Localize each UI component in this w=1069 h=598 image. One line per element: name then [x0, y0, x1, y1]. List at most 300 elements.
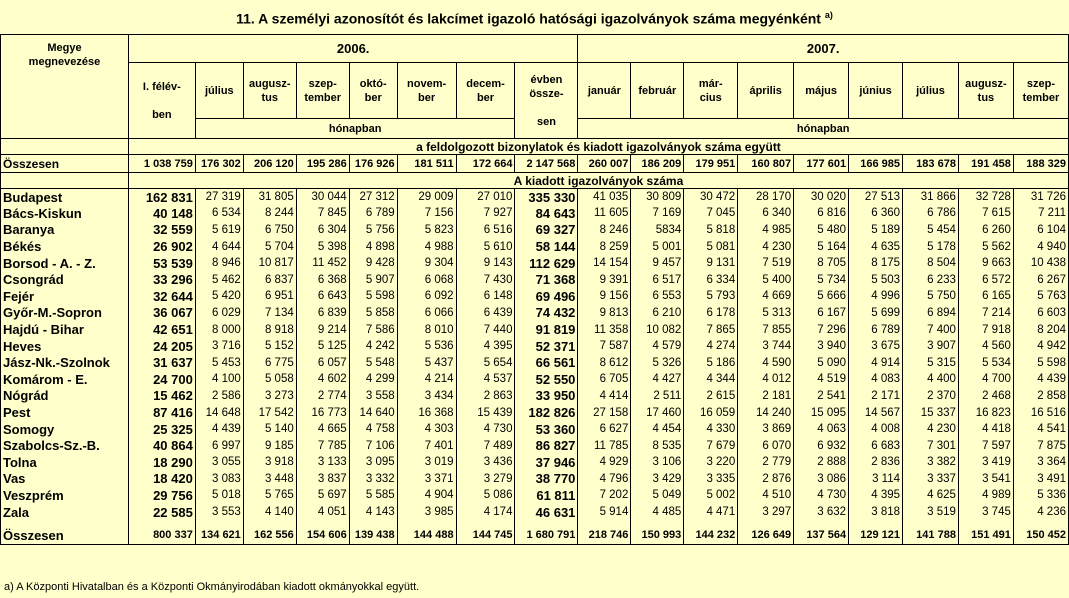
- table-cell: 6 534: [195, 205, 243, 222]
- table-cell: 40 148: [128, 205, 195, 222]
- monthly-label-2006: hónapban: [195, 119, 515, 139]
- table-cell: 7 134: [243, 305, 296, 322]
- county-name: Szabolcs-Sz.-B.: [1, 437, 129, 454]
- table-row: [1, 189, 1069, 206]
- table-cell: 6 260: [958, 222, 1013, 239]
- table-cell: 6 683: [849, 437, 903, 454]
- table-cell: 7 586: [349, 321, 397, 338]
- table-cell: 6 750: [243, 222, 296, 239]
- grand-total-value: 126 649: [738, 526, 794, 544]
- table-row: [1, 404, 1069, 421]
- county-name: Hajdú - Bihar: [1, 321, 129, 338]
- table-cell: 5 598: [1013, 354, 1068, 371]
- table-cell: 11 605: [578, 205, 631, 222]
- table-cell: 4 758: [349, 421, 397, 438]
- county-name: Veszprém: [1, 487, 129, 504]
- table-cell: 9 214: [296, 321, 349, 338]
- table-cell: 4 602: [296, 371, 349, 388]
- month-header-2007: február: [631, 63, 684, 119]
- table-cell: 5 907: [349, 271, 397, 288]
- table-cell: 6 304: [296, 222, 349, 239]
- table-row: [1, 288, 1069, 305]
- table-cell: 5 480: [794, 222, 849, 239]
- grand-total-value: 151 491: [958, 526, 1013, 544]
- table-cell: 41 035: [578, 189, 631, 206]
- table-cell: 6 165: [958, 288, 1013, 305]
- table-cell: 46 631: [515, 504, 578, 521]
- table-cell: 4 914: [849, 354, 903, 371]
- table-cell: 6 705: [578, 371, 631, 388]
- table-cell: 6 340: [738, 205, 794, 222]
- grand-total-value: 150 993: [631, 526, 684, 544]
- table-cell: 7 785: [296, 437, 349, 454]
- table-cell: 29 009: [397, 189, 456, 206]
- table-cell: 2 171: [849, 388, 903, 405]
- table-cell: 6 643: [296, 288, 349, 305]
- table-row: [1, 271, 1069, 288]
- year-total-header: évben össze- sen: [515, 63, 578, 139]
- table-cell: 3 095: [349, 454, 397, 471]
- table-cell: 5 765: [243, 487, 296, 504]
- table-cell: 14 567: [849, 404, 903, 421]
- grand-total-value: 154 606: [296, 526, 349, 544]
- table-cell: 30 020: [794, 189, 849, 206]
- processed-total-value: 191 458: [958, 155, 1013, 173]
- table-cell: 6 070: [738, 437, 794, 454]
- table-cell: 6 267: [1013, 271, 1068, 288]
- month-header-2006: decem- ber: [456, 63, 515, 119]
- table-cell: 3 448: [243, 471, 296, 488]
- table-cell: 4 471: [684, 504, 738, 521]
- table-cell: 2 468: [958, 388, 1013, 405]
- table-cell: 52 550: [515, 371, 578, 388]
- table-cell: 6 334: [684, 271, 738, 288]
- table-cell: 7 430: [456, 271, 515, 288]
- table-cell: 6 167: [794, 305, 849, 322]
- table-cell: 6 029: [195, 305, 243, 322]
- table-cell: 6 210: [631, 305, 684, 322]
- table-cell: 42 651: [128, 321, 195, 338]
- table-cell: 16 773: [296, 404, 349, 421]
- table-cell: 5 598: [349, 288, 397, 305]
- table-cell: 6 104: [1013, 222, 1068, 239]
- table-cell: 6 360: [849, 205, 903, 222]
- table-cell: 7 519: [738, 255, 794, 272]
- table-cell: 7 845: [296, 205, 349, 222]
- table-cell: 5 699: [849, 305, 903, 322]
- table-cell: 8 204: [1013, 321, 1068, 338]
- table-cell: 11 452: [296, 255, 349, 272]
- table-cell: 32 644: [128, 288, 195, 305]
- table-cell: 5 164: [794, 238, 849, 255]
- title-text: 11. A személyi azonosítót és lakcímet igazoló hatósági igazolványok száma megyénként: [236, 10, 821, 27]
- table-cell: 4 988: [397, 238, 456, 255]
- table-cell: 5 462: [195, 271, 243, 288]
- table-cell: 2 541: [794, 388, 849, 405]
- table-cell: 27 010: [456, 189, 515, 206]
- table-cell: 61 811: [515, 487, 578, 504]
- table-cell: 3 940: [794, 338, 849, 355]
- table-cell: 18 290: [128, 454, 195, 471]
- table-cell: 3 519: [903, 504, 959, 521]
- table-cell: 14 648: [195, 404, 243, 421]
- processed-total-value: 183 678: [903, 155, 959, 173]
- table-cell: 3 419: [958, 454, 1013, 471]
- table-row: [1, 255, 1069, 272]
- table-cell: 30 044: [296, 189, 349, 206]
- table-cell: 33 950: [515, 388, 578, 405]
- processed-total-value: 176 926: [349, 155, 397, 173]
- table-cell: 2 858: [1013, 388, 1068, 405]
- table-cell: 5 001: [631, 238, 684, 255]
- table-cell: 4 344: [684, 371, 738, 388]
- table-cell: 4 140: [243, 504, 296, 521]
- table-row: [1, 471, 1069, 488]
- grand-total-value: 1 680 791: [515, 526, 578, 544]
- table-cell: 9 428: [349, 255, 397, 272]
- table-cell: 2 779: [738, 454, 794, 471]
- table-cell: 3 106: [631, 454, 684, 471]
- table-cell: 5 704: [243, 238, 296, 255]
- table-cell: 3 837: [296, 471, 349, 488]
- table-cell: 4 063: [794, 421, 849, 438]
- table-cell: 4 274: [684, 338, 738, 355]
- table-cell: 5 454: [903, 222, 959, 239]
- table-cell: 4 625: [903, 487, 959, 504]
- table-cell: 4 796: [578, 471, 631, 488]
- processed-total-value: 195 286: [296, 155, 349, 173]
- table-cell: 5 654: [456, 354, 515, 371]
- table-cell: 4 439: [1013, 371, 1068, 388]
- table-cell: 4 418: [958, 421, 1013, 438]
- table-cell: 6 092: [397, 288, 456, 305]
- table-row: [1, 371, 1069, 388]
- table-cell: 7 045: [684, 205, 738, 222]
- table-cell: 6 932: [794, 437, 849, 454]
- table-cell: 5 536: [397, 338, 456, 355]
- table-cell: 7 169: [631, 205, 684, 222]
- grand-total-value: 144 488: [397, 526, 456, 544]
- table-cell: 7 865: [684, 321, 738, 338]
- table-cell: 7 202: [578, 487, 631, 504]
- table-cell: 3 491: [1013, 471, 1068, 488]
- table-cell: 7 918: [958, 321, 1013, 338]
- table-cell: 4 669: [738, 288, 794, 305]
- grand-total-value: 141 788: [903, 526, 959, 544]
- table-cell: 5 619: [195, 222, 243, 239]
- grand-total-value: 137 564: [794, 526, 849, 544]
- table-cell: 4 730: [794, 487, 849, 504]
- table-cell: 4 214: [397, 371, 456, 388]
- table-row: [1, 205, 1069, 222]
- month-header-2006: novem- ber: [397, 63, 456, 119]
- table-cell: 4 083: [849, 371, 903, 388]
- table-cell: 5 818: [684, 222, 738, 239]
- table-cell: 3 434: [397, 388, 456, 405]
- table-cell: 4 395: [456, 338, 515, 355]
- table-cell: 31 726: [1013, 189, 1068, 206]
- table-cell: 6 789: [349, 205, 397, 222]
- table-cell: 4 579: [631, 338, 684, 355]
- month-header-2006: októ- ber: [349, 63, 397, 119]
- table-cell: 91 819: [515, 321, 578, 338]
- table-cell: 6 894: [903, 305, 959, 322]
- table-cell: 6 439: [456, 305, 515, 322]
- county-name: Jász-Nk.-Szolnok: [1, 354, 129, 371]
- processed-total-value: 166 985: [849, 155, 903, 173]
- table-cell: 17 460: [631, 404, 684, 421]
- month-header-2006: szep- tember: [296, 63, 349, 119]
- table-cell: 4 395: [849, 487, 903, 504]
- table-cell: 3 335: [684, 471, 738, 488]
- table-cell: 11 785: [578, 437, 631, 454]
- table-cell: 3 279: [456, 471, 515, 488]
- table-cell: 6 516: [456, 222, 515, 239]
- table-cell: 27 513: [849, 189, 903, 206]
- table-cell: 17 542: [243, 404, 296, 421]
- table-cell: 6 816: [794, 205, 849, 222]
- table-cell: 6 837: [243, 271, 296, 288]
- month-header-2007: július: [903, 63, 959, 119]
- table-cell: 6 786: [903, 205, 959, 222]
- table-cell: 3 818: [849, 504, 903, 521]
- county-name: Győr-M.-Sopron: [1, 305, 129, 322]
- title-footnote-marker: a): [824, 10, 833, 20]
- table-cell: 33 296: [128, 271, 195, 288]
- table-cell: 3 114: [849, 471, 903, 488]
- table-row: [1, 222, 1069, 239]
- table-cell: 2 836: [849, 454, 903, 471]
- grand-total-value: 800 337: [128, 526, 195, 544]
- table-cell: 2 774: [296, 388, 349, 405]
- table-cell: 3 744: [738, 338, 794, 355]
- table-cell: 31 866: [903, 189, 959, 206]
- table-cell: 8 918: [243, 321, 296, 338]
- table-cell: 5 313: [738, 305, 794, 322]
- county-name: Heves: [1, 338, 129, 355]
- table-cell: 5 610: [456, 238, 515, 255]
- table-cell: 8 246: [578, 222, 631, 239]
- table-cell: 335 330: [515, 189, 578, 206]
- month-header-2006: augusz- tus: [243, 63, 296, 119]
- table-cell: 5 178: [903, 238, 959, 255]
- table-row: [1, 388, 1069, 405]
- table-cell: 9 457: [631, 255, 684, 272]
- table-cell: 8 244: [243, 205, 296, 222]
- table-cell: 4 051: [296, 504, 349, 521]
- county-name: Borsod - A. - Z.: [1, 255, 129, 272]
- table-cell: 27 319: [195, 189, 243, 206]
- month-header-2007: már- cius: [684, 63, 738, 119]
- table-cell: 3 558: [349, 388, 397, 405]
- table-cell: 4 541: [1013, 421, 1068, 438]
- table-cell: 4 330: [684, 421, 738, 438]
- table-cell: 5 437: [397, 354, 456, 371]
- table-cell: 11 358: [578, 321, 631, 338]
- processed-total-value: 260 007: [578, 155, 631, 173]
- table-cell: 31 637: [128, 354, 195, 371]
- processed-total-value: 160 807: [738, 155, 794, 173]
- table-cell: 3 332: [349, 471, 397, 488]
- table-cell: 4 143: [349, 504, 397, 521]
- table-cell: 38 770: [515, 471, 578, 488]
- table-cell: 4 519: [794, 371, 849, 388]
- county-name: Fejér: [1, 288, 129, 305]
- table-cell: 3 273: [243, 388, 296, 405]
- table-cell: 16 368: [397, 404, 456, 421]
- blank-cell: [1, 173, 129, 189]
- table-cell: 18 420: [128, 471, 195, 488]
- month-header-2007: június: [849, 63, 903, 119]
- table-row: [1, 437, 1069, 454]
- table-cell: 4 590: [738, 354, 794, 371]
- table-cell: 14 154: [578, 255, 631, 272]
- processed-total-label: Összesen: [1, 155, 129, 173]
- table-row: [1, 338, 1069, 355]
- year-2007-header: 2007.: [578, 35, 1069, 63]
- table-cell: 7 401: [397, 437, 456, 454]
- table-cell: 9 663: [958, 255, 1013, 272]
- table-cell: 53 539: [128, 255, 195, 272]
- table-cell: 10 438: [1013, 255, 1068, 272]
- table-cell: 9 156: [578, 288, 631, 305]
- table-cell: 3 337: [903, 471, 959, 488]
- county-name: Komárom - E.: [1, 371, 129, 388]
- table-cell: 3 220: [684, 454, 738, 471]
- table-cell: 4 174: [456, 504, 515, 521]
- table-cell: 3 869: [738, 421, 794, 438]
- table-cell: 16 059: [684, 404, 738, 421]
- table-cell: 7 400: [903, 321, 959, 338]
- table-cell: 71 368: [515, 271, 578, 288]
- table-row: [1, 421, 1069, 438]
- table-cell: 6 553: [631, 288, 684, 305]
- table-cell: 4 454: [631, 421, 684, 438]
- table-cell: 5 453: [195, 354, 243, 371]
- table-cell: 3 918: [243, 454, 296, 471]
- table-cell: 3 429: [631, 471, 684, 488]
- table-cell: 4 414: [578, 388, 631, 405]
- table-cell: 6 775: [243, 354, 296, 371]
- grand-total-value: 144 745: [456, 526, 515, 544]
- table-cell: 112 629: [515, 255, 578, 272]
- table-cell: 6 066: [397, 305, 456, 322]
- table-cell: 4 560: [958, 338, 1013, 355]
- table-cell: 5 152: [243, 338, 296, 355]
- table-cell: 37 946: [515, 454, 578, 471]
- table-cell: 7 106: [349, 437, 397, 454]
- table-cell: 9 131: [684, 255, 738, 272]
- month-header-2007: szep- tember: [1013, 63, 1068, 119]
- table-cell: 7 587: [578, 338, 631, 355]
- county-name: Békés: [1, 238, 129, 255]
- table-cell: 4 942: [1013, 338, 1068, 355]
- table-cell: 7 855: [738, 321, 794, 338]
- footnote: a) A Központi Hivatalban és a Központi Okmányirodában kiadott okmányokkal együtt.: [4, 581, 420, 593]
- county-name: Nógrád: [1, 388, 129, 405]
- table-cell: 3 553: [195, 504, 243, 521]
- table-cell: 5 125: [296, 338, 349, 355]
- table-cell: 3 055: [195, 454, 243, 471]
- county-name: Csongrád: [1, 271, 129, 288]
- month-header-2007: január: [578, 63, 631, 119]
- table-title: [0, 0, 1069, 34]
- table-cell: 5 058: [243, 371, 296, 388]
- county-name: Baranya: [1, 222, 129, 239]
- table-cell: 4 008: [849, 421, 903, 438]
- table-cell: 3 019: [397, 454, 456, 471]
- county-header: Megye megnevezése: [1, 35, 129, 139]
- table-cell: 7 156: [397, 205, 456, 222]
- table-cell: 8 259: [578, 238, 631, 255]
- table-cell: 162 831: [128, 189, 195, 206]
- table-cell: 3 675: [849, 338, 903, 355]
- table-cell: 5 018: [195, 487, 243, 504]
- table-cell: 5834: [631, 222, 684, 239]
- table-row: [1, 487, 1069, 504]
- table-cell: 30 472: [684, 189, 738, 206]
- table-cell: 4 985: [738, 222, 794, 239]
- table-row: [1, 354, 1069, 371]
- table-cell: 5 793: [684, 288, 738, 305]
- table-cell: 5 534: [958, 354, 1013, 371]
- table-cell: 8 705: [794, 255, 849, 272]
- table-cell: 6 057: [296, 354, 349, 371]
- grand-total-label: Összesen: [1, 526, 129, 544]
- table-cell: 29 756: [128, 487, 195, 504]
- table-cell: 4 989: [958, 487, 1013, 504]
- table-cell: 74 432: [515, 305, 578, 322]
- table-cell: 6 068: [397, 271, 456, 288]
- table-cell: 6 839: [296, 305, 349, 322]
- table-cell: 5 140: [243, 421, 296, 438]
- table-cell: 31 805: [243, 189, 296, 206]
- table-cell: 25 325: [128, 421, 195, 438]
- county-name: Somogy: [1, 421, 129, 438]
- grand-total-value: 139 438: [349, 526, 397, 544]
- table-cell: 2 863: [456, 388, 515, 405]
- table-cell: 5 823: [397, 222, 456, 239]
- table-cell: 40 864: [128, 437, 195, 454]
- table-cell: 4 100: [195, 371, 243, 388]
- table-cell: 8 010: [397, 321, 456, 338]
- table-cell: 8 000: [195, 321, 243, 338]
- table-cell: 7 489: [456, 437, 515, 454]
- table-cell: 5 326: [631, 354, 684, 371]
- table-cell: 3 364: [1013, 454, 1068, 471]
- table-cell: 6 951: [243, 288, 296, 305]
- table-cell: 3 083: [195, 471, 243, 488]
- table-cell: 15 095: [794, 404, 849, 421]
- table-cell: 5 697: [296, 487, 349, 504]
- table-cell: 58 144: [515, 238, 578, 255]
- table-cell: 2 511: [631, 388, 684, 405]
- table-cell: 4 439: [195, 421, 243, 438]
- table-cell: 4 929: [578, 454, 631, 471]
- table-cell: 15 439: [456, 404, 515, 421]
- table-cell: 3 632: [794, 504, 849, 521]
- first-half-header: I. félév- ben: [128, 63, 195, 139]
- table-cell: 6 572: [958, 271, 1013, 288]
- table-cell: 4 230: [903, 421, 959, 438]
- county-name: Budapest: [1, 189, 129, 206]
- issued-note: A kiadott igazolványok száma: [128, 173, 1068, 189]
- grand-total-value: 150 452: [1013, 526, 1068, 544]
- table-cell: 4 400: [903, 371, 959, 388]
- table-row: [1, 321, 1069, 338]
- table-cell: 5 763: [1013, 288, 1068, 305]
- table-cell: 5 548: [349, 354, 397, 371]
